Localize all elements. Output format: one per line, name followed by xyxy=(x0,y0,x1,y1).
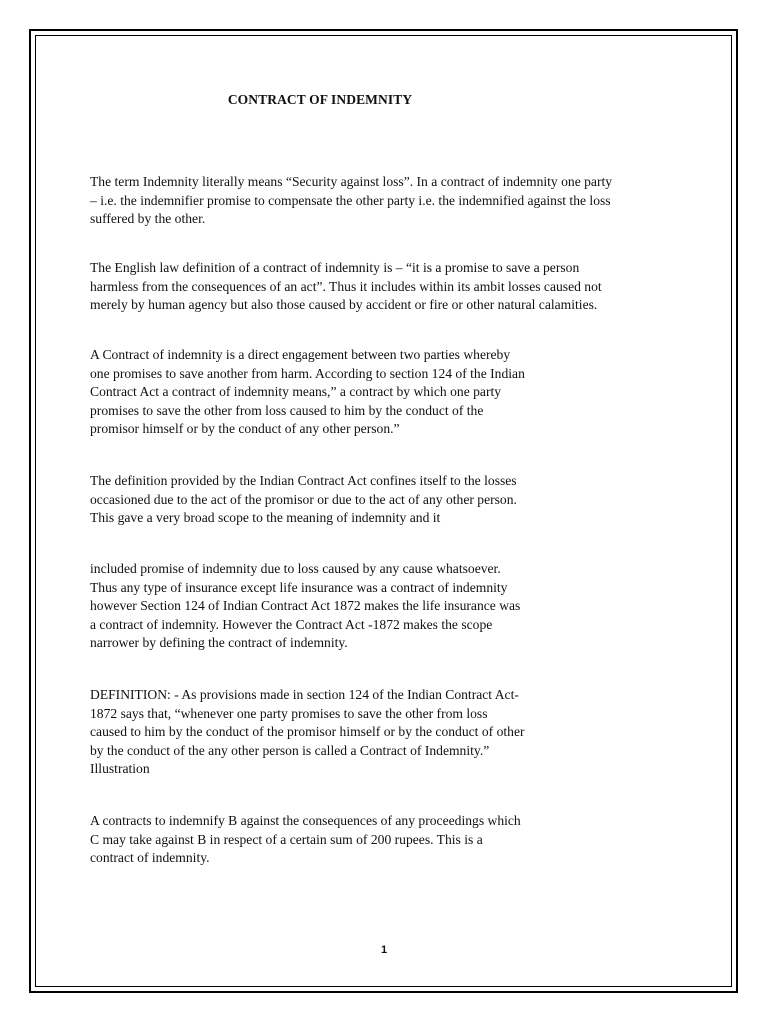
paragraph-definition xyxy=(90,686,590,779)
text-line: 1872 says that, “whenever one party promises to save the other from loss xyxy=(90,705,488,721)
text-line: The English law definition of a contract of indemnity is – “it is a promise to save a person xyxy=(90,260,580,275)
text-line: C may take against B in respect of a certain sum of 200 rupees. This is a xyxy=(90,831,483,847)
text-line: suffered by the other. xyxy=(90,211,206,226)
text-line: a contract of indemnity. However the Contract Act -1872 makes the scope xyxy=(90,616,493,632)
paragraph-meaning xyxy=(90,173,680,229)
text-line: by the conduct of the any other person is called a Contract of Indemnity.” xyxy=(90,742,490,758)
text-line: contract of indemnity. xyxy=(90,850,210,865)
text-line: harmless from the consequences of an act”. Thus it includes within its ambit losses caused not xyxy=(90,278,602,294)
text-line: This gave a very broad scope to the meaning of indemnity and it xyxy=(90,510,441,525)
text-line: one promises to save another from harm. According to section 124 of the Indian xyxy=(90,365,525,381)
text-line: however Section 124 of Indian Contract Act 1872 makes the life insurance was xyxy=(90,598,521,613)
document-title: CONTRACT OF INDEMNITY xyxy=(227,92,413,107)
paragraph-english-law xyxy=(90,259,680,315)
text-line: The term Indemnity literally means “Security against loss”. In a contract of indemnity one party xyxy=(90,174,613,189)
paragraph-section-124 xyxy=(90,346,590,439)
text-line: A contracts to indemnify B against the consequences of any proceedings which xyxy=(90,813,521,828)
paragraph-indian-definition xyxy=(90,472,590,528)
text-line: A Contract of indemnity is a direct engagement between two parties whereby xyxy=(90,347,511,362)
paragraph-insurance xyxy=(90,560,590,653)
text-line: caused to him by the conduct of the promisor himself or by the conduct of other xyxy=(90,724,525,739)
paragraph-illustration xyxy=(90,812,590,868)
text-line: promises to save the other from loss caused to him by the conduct of the xyxy=(90,402,484,418)
text-line: The definition provided by the Indian Contract Act confines itself to the losses xyxy=(90,473,517,488)
text-line: Illustration xyxy=(90,761,150,776)
page-number: 1 xyxy=(380,944,388,956)
text-line: occasioned due to the act of the promisor or due to the act of any other person. xyxy=(90,491,517,507)
text-line: included promise of indemnity due to loss caused by any cause whatsoever. xyxy=(90,561,501,576)
text-line: merely by human agency but also those caused by accident or fire or other natural calamities. xyxy=(90,297,598,312)
text-line: Thus any type of insurance except life insurance was a contract of indemnity xyxy=(90,579,508,595)
text-line: narrower by defining the contract of indemnity. xyxy=(90,635,348,650)
text-line: – i.e. the indemnifier promise to compensate the other party i.e. the indemnified against the loss xyxy=(90,192,611,208)
text-line: DEFINITION: - As provisions made in section 124 of the Indian Contract Act- xyxy=(90,687,519,702)
text-line: Contract Act a contract of indemnity means,” a contract by which one party xyxy=(90,384,502,399)
text-line: promisor himself or by the conduct of any other person.” xyxy=(90,421,400,436)
